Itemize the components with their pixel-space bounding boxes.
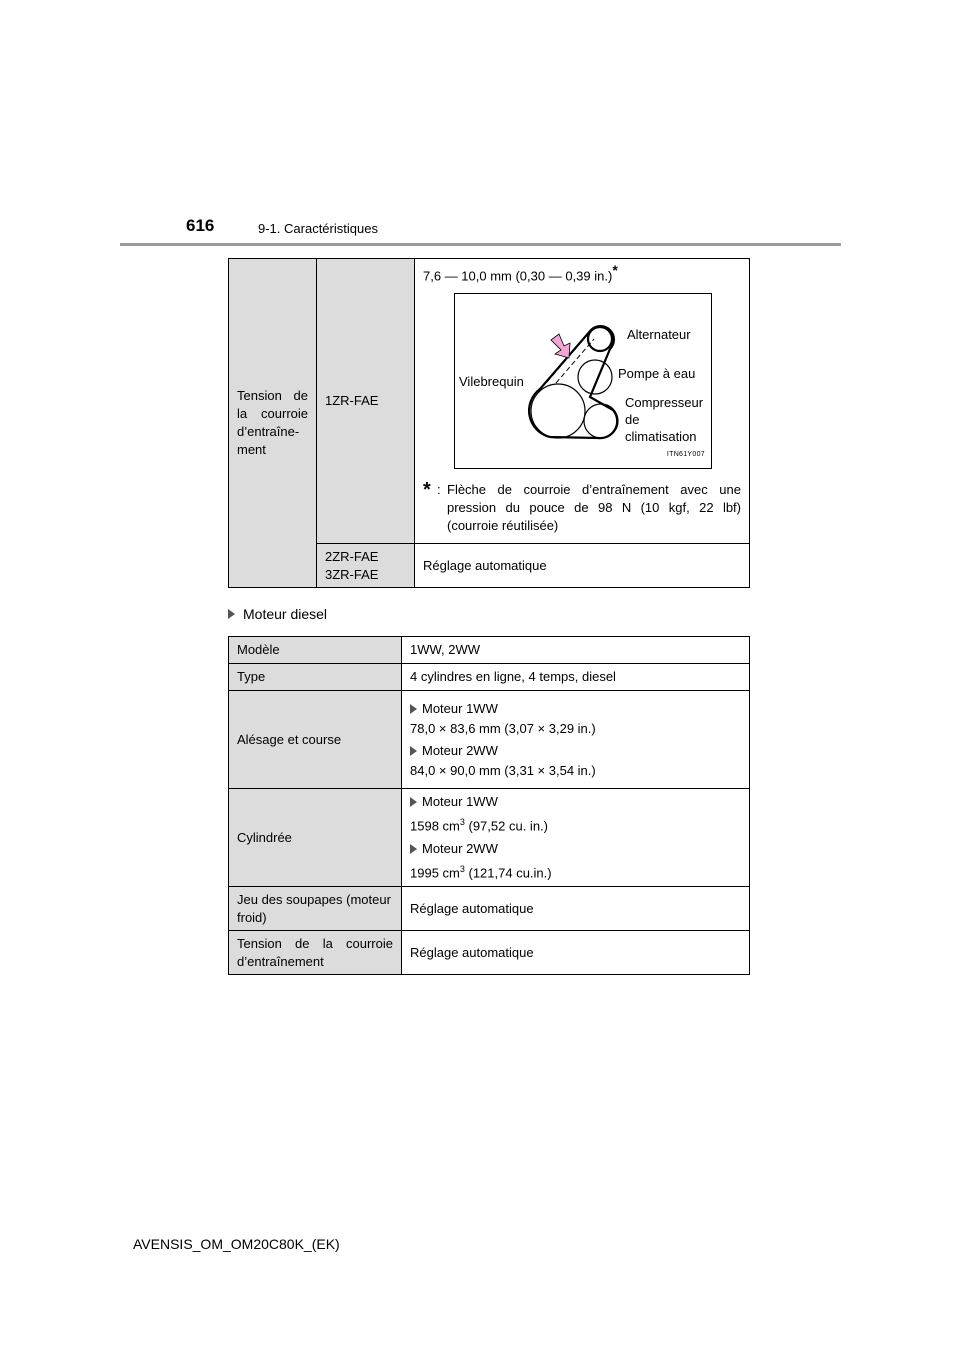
bore-1ww-value: 78,0 × 83,6 mm (3,07 × 3,29 in.) — [410, 720, 596, 736]
table-row — [229, 931, 750, 975]
engine-2zr-3zr: 2ZR-FAE 3ZR-FAE — [325, 548, 379, 582]
disp-1ww-sup: 3 — [459, 817, 465, 828]
label-water-pump: Pompe à eau — [618, 366, 696, 382]
tension-range: 7,6 — 10,0 mm (0,30 — 0,39 in.) — [423, 268, 613, 284]
bore-1ww-name: Moteur 1WW — [422, 700, 498, 716]
displacement-label: Cylindrée — [229, 789, 402, 887]
bore-2ww-value: 84,0 × 90,0 mm (3,31 × 3,54 in.) — [410, 762, 596, 778]
model-label: Modèle — [229, 637, 402, 664]
tension-label-cell — [229, 259, 317, 588]
disp-1ww-head — [410, 793, 741, 811]
bullet-triangle-icon — [410, 746, 417, 756]
footnote-colon: : — [437, 482, 441, 498]
bullet-triangle-icon — [410, 797, 417, 807]
footnote — [423, 481, 741, 535]
value-cell-2zr — [415, 544, 750, 588]
type-value: 4 cylindres en ligne, 4 temps, diesel — [402, 664, 750, 691]
bullet-triangle-icon — [410, 704, 417, 714]
disp-2ww-pre: 1995 cm — [410, 864, 460, 880]
table-row — [229, 691, 750, 789]
table-row — [229, 637, 750, 664]
tension-value — [423, 261, 741, 285]
header-rule — [120, 243, 841, 246]
asterisk-mark: * — [612, 262, 618, 278]
type-label: Type — [229, 664, 402, 691]
disp-2ww-name: Moteur 2WW — [422, 840, 498, 856]
valve-value: Réglage automatique — [402, 887, 750, 931]
figure-code: ITN61Y007 — [666, 451, 705, 459]
bullet-triangle-icon — [410, 844, 417, 854]
table-row — [229, 887, 750, 931]
bore-values — [402, 691, 750, 789]
bore-2ww-head — [410, 742, 741, 760]
disp-1ww-name: Moteur 1WW — [422, 794, 498, 810]
disp-1ww-value — [410, 813, 741, 835]
engine-1zr: 1ZR-FAE — [325, 393, 379, 408]
disp-2ww-sup: 3 — [459, 863, 465, 874]
label-alternator: Alternateur — [627, 327, 691, 343]
bore-label: Alésage et course — [229, 691, 402, 789]
label-crankshaft: Vilebrequin — [459, 374, 524, 390]
disp-1ww-post: (97,52 cu. in.) — [464, 818, 548, 834]
bore-2ww-name: Moteur 2WW — [422, 742, 498, 758]
disp-2ww-head — [410, 840, 741, 858]
valve-label: Jeu des soupapes (moteur froid) — [229, 887, 402, 931]
belt-tension-table — [228, 258, 750, 588]
auto-adjust-text: Réglage automatique — [423, 557, 547, 573]
value-cell-1zr — [415, 259, 750, 544]
disp-2ww-post: (121,74 cu.in.) — [464, 864, 552, 880]
page-number: 616 — [186, 216, 215, 235]
diesel-spec-table — [228, 636, 750, 975]
footnote-text: Flèche de courroie d’entraînement avec une pression du pouce de 98 N (10 kgf, 22 lbf) (courroie réutilisée) — [447, 482, 741, 534]
diesel-heading — [228, 606, 327, 622]
disp-1ww-pre: 1598 cm — [410, 818, 460, 834]
belt-value: Réglage automatique — [402, 931, 750, 975]
diesel-heading-text: Moteur diesel — [243, 606, 328, 622]
tension-label: Tension de la courroie d’entraîne-ment — [237, 388, 308, 457]
belt-label: Tension de la courroie d’entraînement — [229, 931, 402, 975]
table-row — [229, 664, 750, 691]
footnote-asterisk: * — [423, 479, 431, 502]
bore-1ww-head — [410, 700, 741, 718]
footer-doc-code: AVENSIS_OM_OM20C80K_(EK) — [133, 1236, 340, 1252]
engine-cell-1zr — [317, 259, 415, 544]
model-value: 1WW, 2WW — [402, 637, 750, 664]
disp-2ww-value — [410, 860, 741, 882]
bullet-triangle-icon — [228, 609, 235, 619]
displacement-values — [402, 789, 750, 887]
table-row — [229, 789, 750, 887]
section-title: 9-1. Caractéristiques — [258, 221, 378, 236]
label-ac-compressor: Compresseur de climatisation — [625, 395, 704, 445]
engine-cell-2zr — [317, 544, 415, 588]
belt-diagram — [454, 293, 712, 469]
